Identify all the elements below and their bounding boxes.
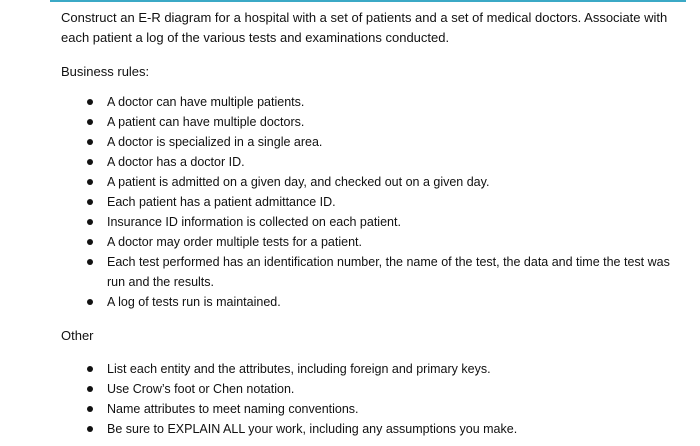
bullet-icon <box>87 99 93 105</box>
list-item: Name attributes to meet naming conventions. <box>87 399 687 419</box>
business-rules-list <box>87 92 687 312</box>
list-item: A doctor is specialized in a single area. <box>87 132 687 152</box>
bullet-icon <box>87 119 93 125</box>
bullet-icon <box>87 406 93 412</box>
bullet-icon <box>87 259 93 265</box>
bullet-icon <box>87 179 93 185</box>
list-item: A patient can have multiple doctors. <box>87 112 687 132</box>
bullet-icon <box>87 159 93 165</box>
business-rules-heading: Business rules: <box>61 64 150 79</box>
list-item: Each patient has a patient admittance ID. <box>87 192 687 212</box>
bullet-icon <box>87 239 93 245</box>
list-item: A doctor can have multiple patients. <box>87 92 687 112</box>
other-heading: Other <box>61 328 94 343</box>
list-item: A patient is admitted on a given day, and checked out on a given day. <box>87 172 687 192</box>
list-item: A doctor may order multiple tests for a patient. <box>87 232 687 252</box>
question-intro: Construct an E-R diagram for a hospital with a set of patients and a set of medical doctors. Associate with each patient a log of the various tests and examinations conducted. <box>61 10 668 45</box>
list-item: List each entity and the attributes, including foreign and primary keys. <box>87 359 687 379</box>
top-divider <box>50 0 686 2</box>
bullet-icon <box>87 219 93 225</box>
bullet-icon <box>87 299 93 305</box>
list-item: Be sure to EXPLAIN ALL your work, including any assumptions you make. <box>87 419 687 439</box>
other-list <box>87 359 687 439</box>
bullet-icon <box>87 366 93 372</box>
bullet-icon <box>87 199 93 205</box>
list-item: A doctor has a doctor ID. <box>87 152 687 172</box>
bullet-icon <box>87 139 93 145</box>
list-item: Each test performed has an identification number, the name of the test, the data and time the test was run and the results. <box>87 252 687 292</box>
list-item: Use Crow’s foot or Chen notation. <box>87 379 687 399</box>
list-item: Insurance ID information is collected on each patient. <box>87 212 687 232</box>
list-item: A log of tests run is maintained. <box>87 292 687 312</box>
bullet-icon <box>87 386 93 392</box>
bullet-icon <box>87 426 93 432</box>
